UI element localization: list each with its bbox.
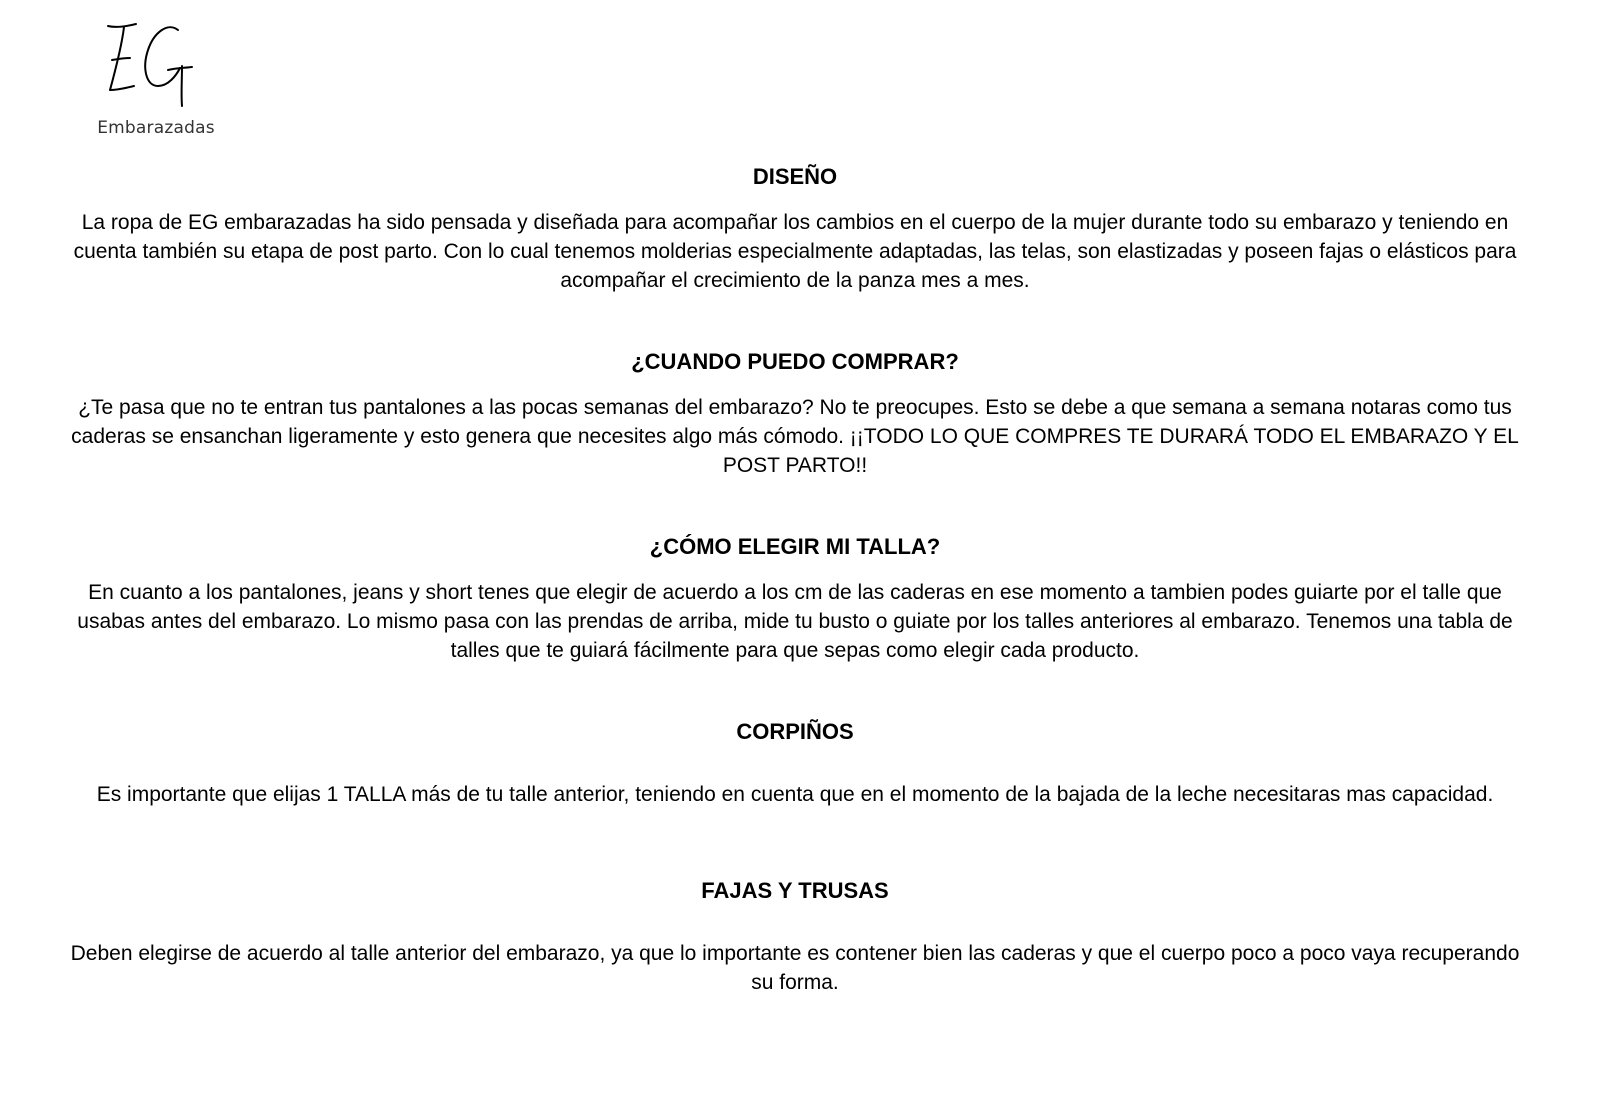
section-title: ¿CUANDO PUEDO COMPRAR? [631, 349, 959, 374]
brand-logo[interactable] [92, 14, 222, 144]
section-fajas-y-trusas [70, 876, 1520, 997]
brand-name: Embarazadas [97, 118, 215, 138]
section-diseno [70, 162, 1520, 295]
section-body: La ropa de EG embarazadas ha sido pensada y diseñada para acompañar los cambios en el cuerpo de la mujer durante todo su embarazo y teniendo en cuenta también su etapa de post parto. Con lo cual tenemos molderias especialmente adaptadas, las telas, son elastizadas y poseen fajas o elásticos para acompañar el crecimiento de la panza mes a mes. [73, 211, 1517, 292]
section-title: FAJAS Y TRUSAS [701, 878, 889, 903]
section-title: CORPIÑOS [736, 719, 854, 744]
section-body: En cuanto a los pantalones, jeans y short tenes que elegir de acuerdo a los cm de las caderas en ese momento a tambien podes guiarte por el talle que usabas antes del embarazo. Lo mismo pasa con las prendas de arriba, mide tu busto o guiate por los talles anteriores al embarazo. Tenemos una tabla de talles que te guiará fácilmente para que sepas como elegir cada producto. [77, 581, 1513, 662]
section-corpinos [70, 717, 1520, 809]
section-body: ¿Te pasa que no te entran tus pantalones a las pocas semanas del embarazo? No te preocupes. Esto se debe a que semana a semana notaras como tus caderas se ensanchan ligeramente y esto genera que necesites algo más cómodo. ¡¡TODO LO QUE COMPRES TE DURARÁ TODO EL EMBARAZO Y EL POST PARTO!! [71, 396, 1519, 477]
eg-logo-mark [102, 20, 202, 112]
section-title: ¿CÓMO ELEGIR MI TALLA? [649, 534, 941, 559]
section-body: Es importante que elijas 1 TALLA más de tu talle anterior, teniendo en cuenta que en el momento de la bajada de la leche necesitaras mas capacidad. [96, 783, 1494, 806]
section-body: Deben elegirse de acuerdo al talle anterior del embarazo, ya que lo importante es contener bien las caderas y que el cuerpo poco a poco vaya recuperando su forma. [70, 942, 1520, 994]
size-guide-content [70, 162, 1520, 997]
section-title: DISEÑO [752, 164, 838, 189]
section-cuando-puedo-comprar [70, 347, 1520, 480]
section-como-elegir-talla [70, 532, 1520, 665]
